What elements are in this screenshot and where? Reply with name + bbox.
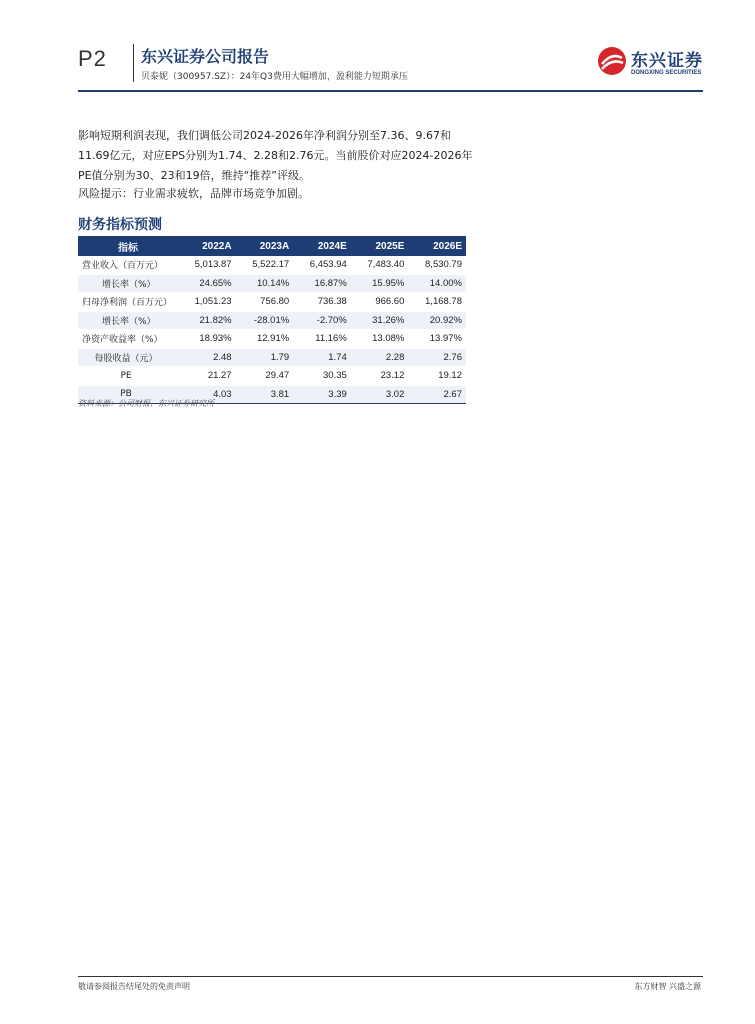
table-cell: 3.02: [351, 385, 409, 404]
table-cell: 2.48: [178, 348, 236, 367]
table-cell: 3.39: [293, 385, 351, 404]
footer-rule: [78, 976, 703, 977]
table-cell: -28.01%: [236, 311, 294, 330]
table-row: [78, 293, 466, 312]
table-cell: 16.87%: [293, 274, 351, 293]
table-cell: 23.12: [351, 367, 409, 386]
table-cell: 4.03: [178, 385, 236, 404]
table-cell: 21.82%: [178, 311, 236, 330]
table-row: [78, 274, 466, 293]
row-label: 营业收入（百万元）: [78, 256, 178, 274]
row-label: 归母净利润（百万元）: [78, 293, 178, 312]
table-cell: 21.27: [178, 367, 236, 386]
table-cell: 11.16%: [293, 330, 351, 349]
disclaimer-note: 敬请参阅报告结尾处的免责声明: [78, 982, 190, 991]
table-cell: 7,483.40: [351, 256, 409, 274]
table-cell: 24.65%: [178, 274, 236, 293]
table-row: [78, 348, 466, 367]
table-cell: 29.47: [236, 367, 294, 386]
column-header: 2026E: [408, 236, 466, 256]
table-cell: 10.14%: [236, 274, 294, 293]
logo-text-cn: 东兴证券: [631, 51, 703, 71]
table-cell: 5,522.17: [236, 256, 294, 274]
table-cell: 1.79: [236, 348, 294, 367]
table-cell: 13.08%: [351, 330, 409, 349]
table-cell: 1,168.78: [408, 293, 466, 312]
header-divider: [133, 44, 134, 82]
column-header: 2024E: [293, 236, 351, 256]
row-label: PB: [78, 385, 178, 404]
table-header-row: [78, 236, 466, 256]
table-cell: 736.38: [293, 293, 351, 312]
table-cell: 6,453.94: [293, 256, 351, 274]
table-cell: 12.91%: [236, 330, 294, 349]
logo-icon: [597, 46, 627, 76]
section-title: 财务指标预测: [78, 217, 162, 233]
page-number: P2: [78, 46, 107, 71]
table-cell: 31.26%: [351, 311, 409, 330]
table-cell: 20.92%: [408, 311, 466, 330]
risk-warning: 风险提示：行业需求疲软，品牌市场竞争加剧。: [78, 187, 309, 200]
table-cell: 13.97%: [408, 330, 466, 349]
table-cell: 1.74: [293, 348, 351, 367]
table-cell: -2.70%: [293, 311, 351, 330]
financial-forecast-table: [78, 236, 466, 404]
report-title: 东兴证券公司报告: [141, 47, 270, 66]
body-paragraph: 影响短期利润表现，我们调低公司2024-2026年净利润分别至7.36、9.67和11.69亿元，对应EPS分别为1.74、2.28和2.76元。当前股价对应2024-2026年PE值分别为30、23和19倍，维持“推荐”评级。: [78, 129, 473, 182]
row-label: 增长率（%）: [78, 311, 178, 330]
row-label: PE: [78, 367, 178, 386]
column-header: 指标: [78, 236, 178, 256]
table-cell: 14.00%: [408, 274, 466, 293]
header-rule: [78, 90, 703, 92]
table-cell: 15.95%: [351, 274, 409, 293]
table-cell: 8,530.79: [408, 256, 466, 274]
table-cell: 756.80: [236, 293, 294, 312]
report-subtitle: 贝泰妮（300957.SZ）：24年Q3费用大幅增加，盈利能力短期承压: [141, 72, 408, 82]
column-header: 2022A: [178, 236, 236, 256]
row-label: 净资产收益率（%）: [78, 330, 178, 349]
table-row: [78, 256, 466, 274]
source-note: 资料来源：公司财报、东兴证券研究所: [78, 399, 214, 408]
row-label: 每股收益（元）: [78, 348, 178, 367]
table-cell: 18.93%: [178, 330, 236, 349]
table-row: [78, 330, 466, 349]
company-slogan: 东方财智 兴盛之源: [634, 982, 701, 991]
table-cell: 3.81: [236, 385, 294, 404]
table-cell: 2.28: [351, 348, 409, 367]
table-row: [78, 367, 466, 386]
table-cell: 5,013.87: [178, 256, 236, 274]
column-header: 2025E: [351, 236, 409, 256]
row-label: 增长率（%）: [78, 274, 178, 293]
column-header: 2023A: [236, 236, 294, 256]
table-cell: 2.76: [408, 348, 466, 367]
table-cell: 2.67: [408, 385, 466, 404]
table-cell: 966.60: [351, 293, 409, 312]
company-logo: [597, 44, 707, 84]
table-cell: 19.12: [408, 367, 466, 386]
table-cell: 30.35: [293, 367, 351, 386]
table-cell: 1,051.23: [178, 293, 236, 312]
table-row: [78, 311, 466, 330]
logo-text-en: DONGXING SECURITIES: [631, 70, 702, 76]
